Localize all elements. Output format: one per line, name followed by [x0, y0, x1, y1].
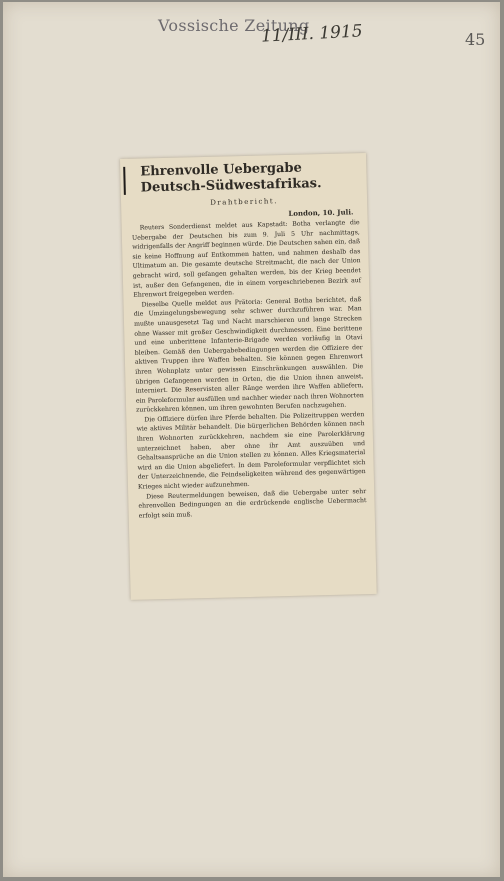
margin-mark	[123, 167, 126, 195]
newspaper-name: Vossische Zeitung	[158, 16, 310, 35]
article-paragraph: Dieselbe Quelle meldet aus Prätoria: General Botha berichtet, daß die Umzingelungsbewegung sehr schwer durchzuführen war. Man mußte unausgesetzt Tag und Nacht marschieren und lange Strecken ohne Wasser mit großer Geschwindigkeit durchmessen. Eine berittene und eine unberittene Infanterie-Brigade werden vorläufig in Otavi bleiben. Gemäß den Uebergabebedingungen werden die Offiziere der aktiven Truppen ihre Waffen behalten. Sie können gegen Ehrenwort ihren Wohnplatz unter gewissen Einschränkungen auswählen. Die übrigen Gefangenen werden in Orten, die die Union ihnen anweist, interniert. Die Reservisten aller Ränge werden ihre Waffen abliefern, ein Paroleformular ausfüllen und nachher wieder nach ihren Wohnorten zurückkehren können, um ihren gewohnten Berufen nachzugehen.	[133, 295, 364, 414]
archive-sheet	[3, 2, 500, 877]
article-dateline: London, 10. Juli.	[288, 207, 354, 218]
article-paragraph: Reuters Sonderdienst meldet aus Kapstadt: Botha verlangte die Uebergabe der Deutschen bis zum 9. Juli 5 Uhr nachmittags, widrigenfalls der Angriff beginnen würde. Die Deutschen sahen ein, daß sie keine Hoffnung auf Entkommen hatten, und nahmen deshalb das Ultimatum an. Die gesamte deutsche Streitmacht, die nach der Union gebracht wird, soll gefangen gehalten werden, bis der Krieg beendet ist, außer den Gefangenen, die in einem vorgeschriebenen Bezirk auf Ehrenwort freigegeben werden.	[131, 219, 362, 299]
handwritten-date: 11/III. 1915	[260, 21, 364, 47]
article-paragraph: Diese Reutermeldungen beweisen, daß die Uebergabe unter sehr ehrenvollen Bedingungen an die erdrückende englische Uebermacht erfolgt sein muß.	[138, 487, 367, 520]
page-number: 45	[465, 30, 486, 49]
article-paragraph: Die Offiziere dürfen ihre Pferde behalten. Die Polizeitruppen werden wie aktives Militär behandelt. Die bürgerlichen Behörden können nach ihren Wohnorten zurückkehren, nachdem sie eine Parolerklärung unterzeichnet haben, aber ohne ihr Amt auszuüben und Gehaltsansprüche an die Union stellen zu können. Alles Kriegsmaterial wird an die Union abgeliefert. In dem Paroleformular verpflichtet sich der Unterzeichnende, die Feindseligkeiten während des gegenwärtigen Krieges nicht wieder aufzunehmen.	[136, 410, 366, 491]
newspaper-clipping	[120, 153, 377, 600]
article-body	[132, 218, 367, 521]
article-title: Ehrenvolle Uebergabe Deutsch-Südwestafrikas.	[140, 160, 322, 196]
article-subtitle: Drahtbericht.	[210, 197, 278, 207]
